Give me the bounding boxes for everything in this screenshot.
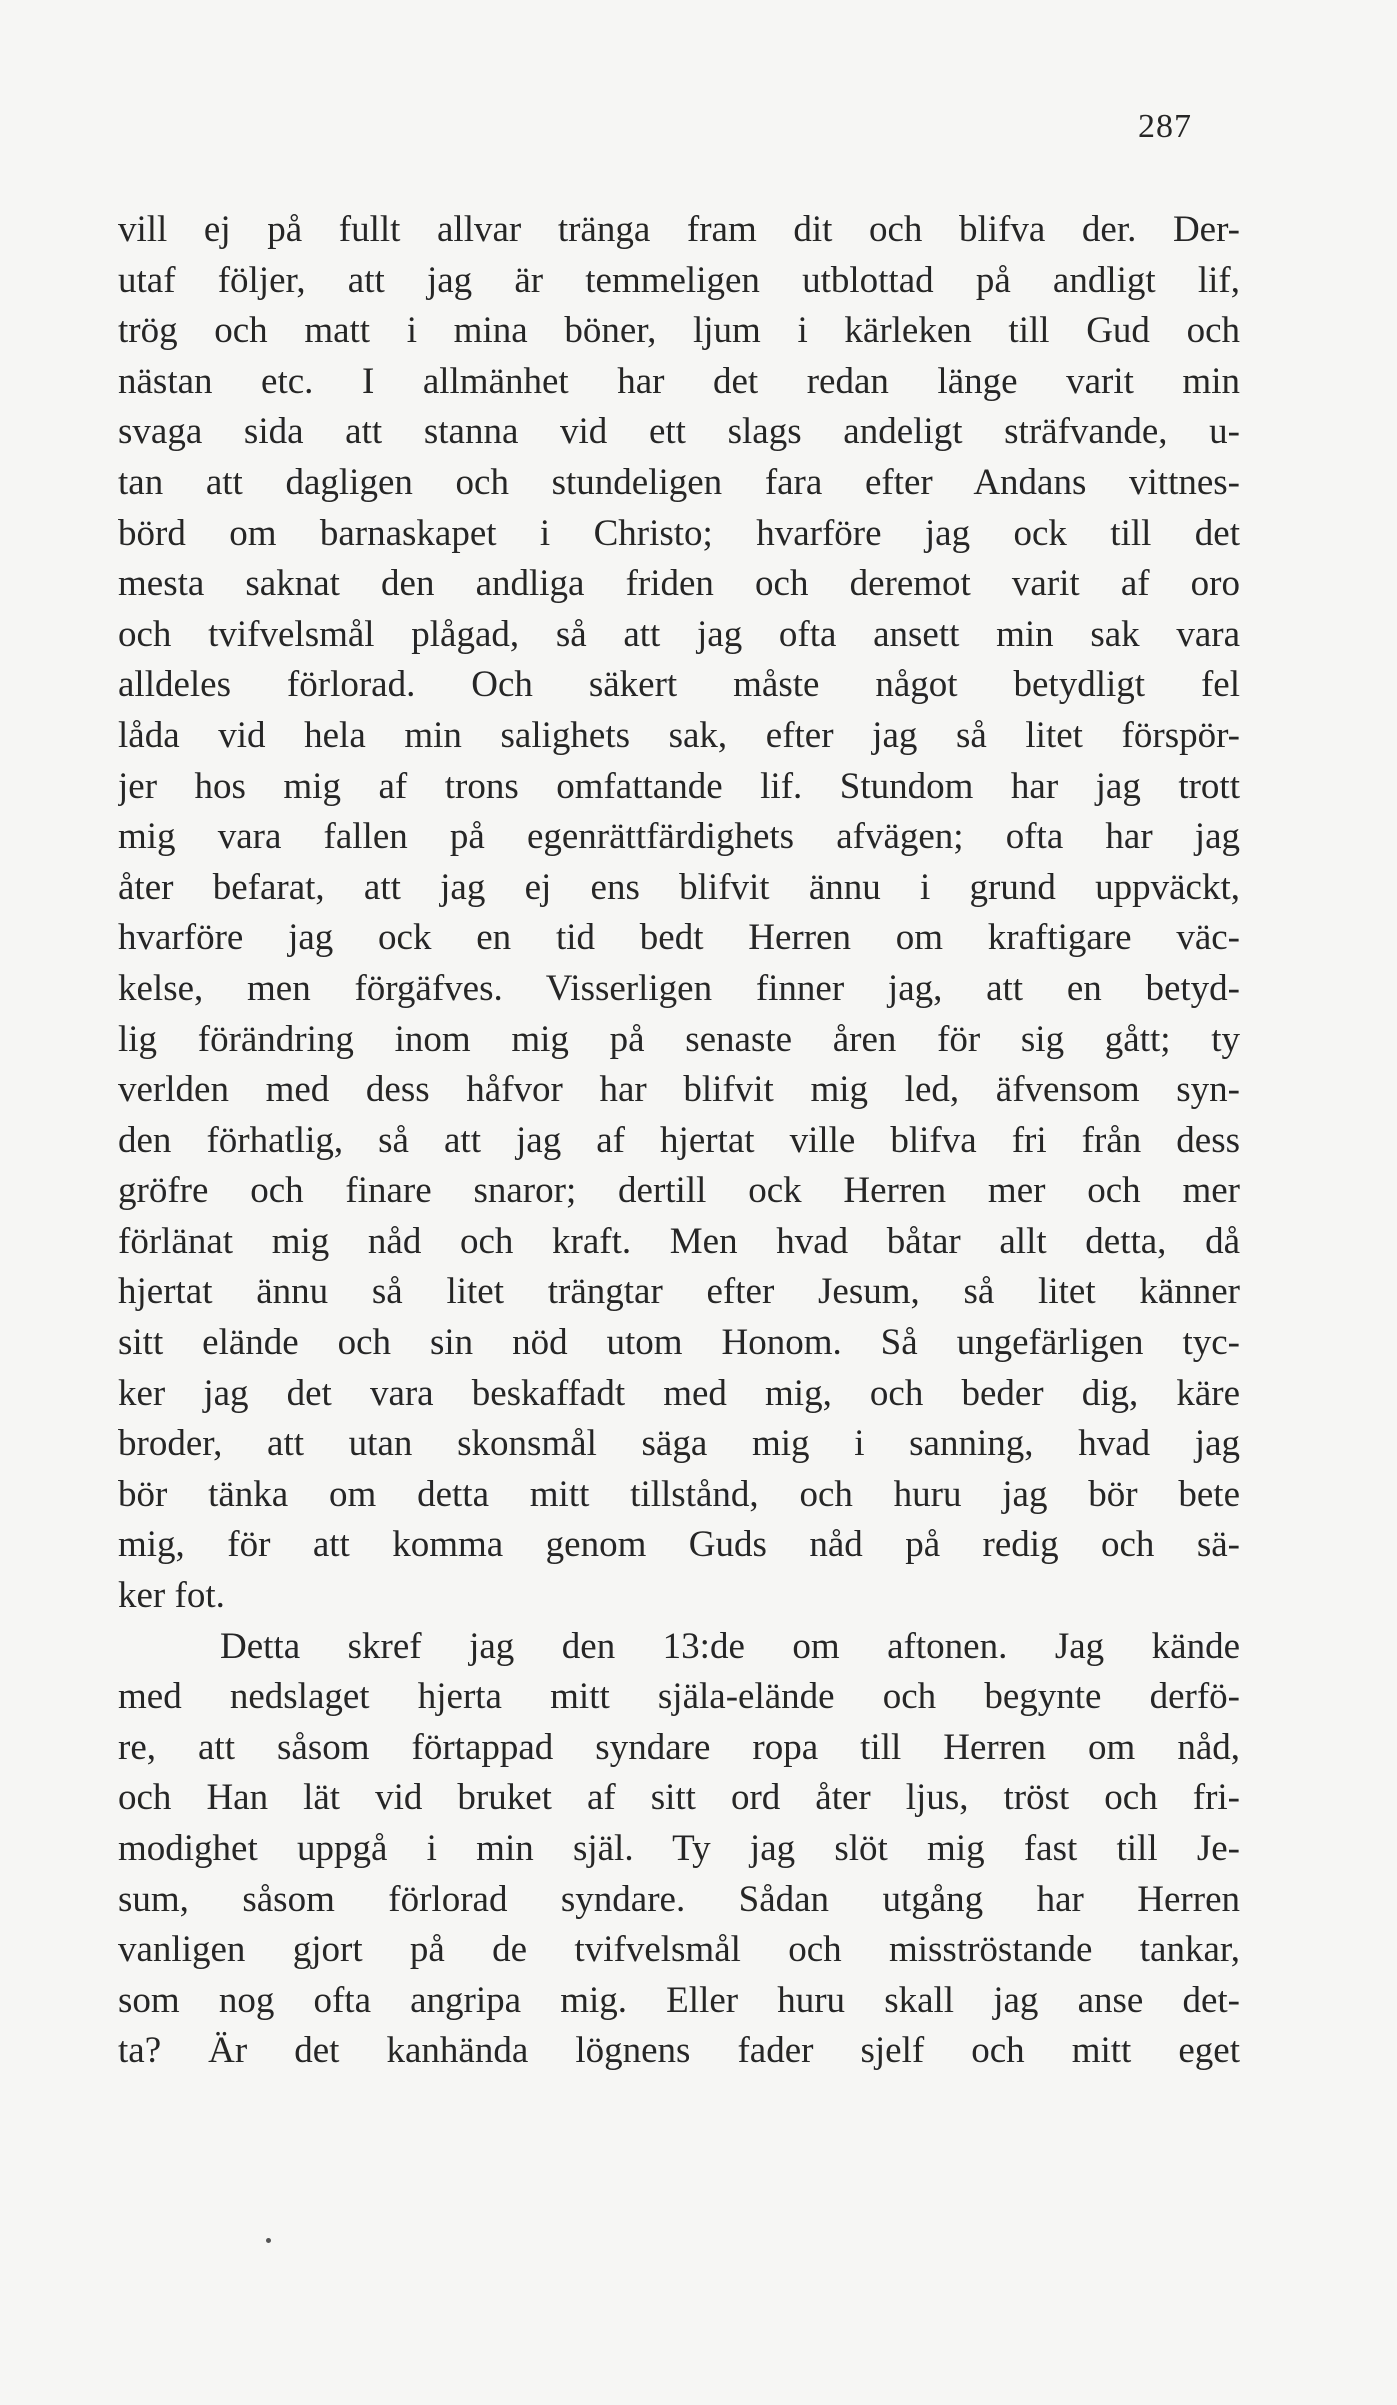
page-number: 287 <box>1138 108 1192 145</box>
ink-speck <box>266 2238 271 2243</box>
text-line: re, att såsom förtappad syndare ropa till Herren om nåd, <box>118 1726 1240 1768</box>
text-line: mig vara fallen på egenrättfärdighets afvägen; ofta har jag <box>118 816 1240 858</box>
text-line: vill ej på fullt allvar tränga fram dit och blifva der. Der- <box>118 209 1240 250</box>
text-line: verlden med dess håfvor har blifvit mig led, äfvensom syn- <box>118 1069 1240 1111</box>
text-line: alldeles förlorad. Och säkert måste något betydligt fel <box>118 664 1240 706</box>
text-line: låda vid hela min salighets sak, efter jag så litet förspör- <box>118 714 1240 756</box>
text-line: och tvifvelsmål plågad, så att jag ofta ansett min sak vara <box>118 613 1240 655</box>
text-line: och Han lät vid bruket af sitt ord åter ljus, tröst och fri- <box>118 1777 1240 1819</box>
text-line: jer hos mig af trons omfattande lif. Stundom har jag trott <box>118 765 1240 807</box>
text-line: utaf följer, att jag är temmeligen utblottad på andligt lif, <box>118 259 1240 301</box>
text-line: gröfre och finare snaror; dertill ock Herren mer och mer <box>118 1170 1240 1212</box>
text-line: börd om barnaskapet i Christo; hvarföre jag ock till det <box>118 512 1240 554</box>
text-line: bör tänka om detta mitt tillstånd, och huru jag bör bete <box>118 1473 1240 1515</box>
text-line: svaga sida att stanna vid ett slags andeligt sträfvande, u- <box>118 411 1240 453</box>
text-line: åter befarat, att jag ej ens blifvit ännu i grund uppväckt, <box>118 866 1240 908</box>
text-line: hjertat ännu så litet trängtar efter Jesum, så litet känner <box>118 1271 1240 1313</box>
text-line: den förhatlig, så att jag af hjertat ville blifva fri från dess <box>118 1119 1240 1161</box>
text-line: trög och matt i mina böner, ljum i kärleken till Gud och <box>118 310 1240 352</box>
text-line: ker jag det vara beskaffadt med mig, och beder dig, käre <box>118 1372 1240 1414</box>
text-line: broder, att utan skonsmål säga mig i sanning, hvad jag <box>118 1423 1240 1465</box>
text-line: lig förändring inom mig på senaste åren för sig gått; ty <box>118 1018 1240 1060</box>
text-line: ker fot. <box>118 1575 225 1617</box>
text-line: förlänat mig nåd och kraft. Men hvad båtar allt detta, då <box>118 1220 1240 1262</box>
text-line: hvarföre jag ock en tid bedt Herren om kraftigare väc- <box>118 917 1240 959</box>
text-line: sum, såsom förlorad syndare. Sådan utgång har Herren <box>118 1878 1240 1920</box>
text-line: tan att dagligen och stundeligen fara efter Andans vittnes- <box>118 461 1240 503</box>
text-line: med nedslaget hjerta mitt själa-elände och begynte derfö- <box>118 1676 1240 1718</box>
text-line: som nog ofta angripa mig. Eller huru skall jag anse det- <box>118 1979 1240 2021</box>
text-line: vanligen gjort på de tvifvelsmål och misströstande tankar, <box>118 1929 1240 1971</box>
body-text <box>118 205 1240 2077</box>
text-line: mig, för att komma genom Guds nåd på redig och sä- <box>118 1524 1240 1566</box>
text-line: sitt elände och sin nöd utom Honom. Så ungefärligen tyc- <box>118 1322 1240 1364</box>
text-line: kelse, men förgäfves. Visserligen finner jag, att en betyd- <box>118 967 1240 1009</box>
text-line: modighet uppgå i min själ. Ty jag slöt mig fast till Je- <box>118 1828 1240 1869</box>
text-line: ta? Är det kanhända lögnens fader sjelf och mitt eget <box>118 2030 1240 2072</box>
text-line: mesta saknat den andliga friden och deremot varit af oro <box>118 563 1240 605</box>
text-line: nästan etc. I allmänhet har det redan länge varit min <box>118 360 1240 402</box>
text-line: Detta skref jag den 13:de om aftonen. Jag kände <box>220 1625 1240 1667</box>
